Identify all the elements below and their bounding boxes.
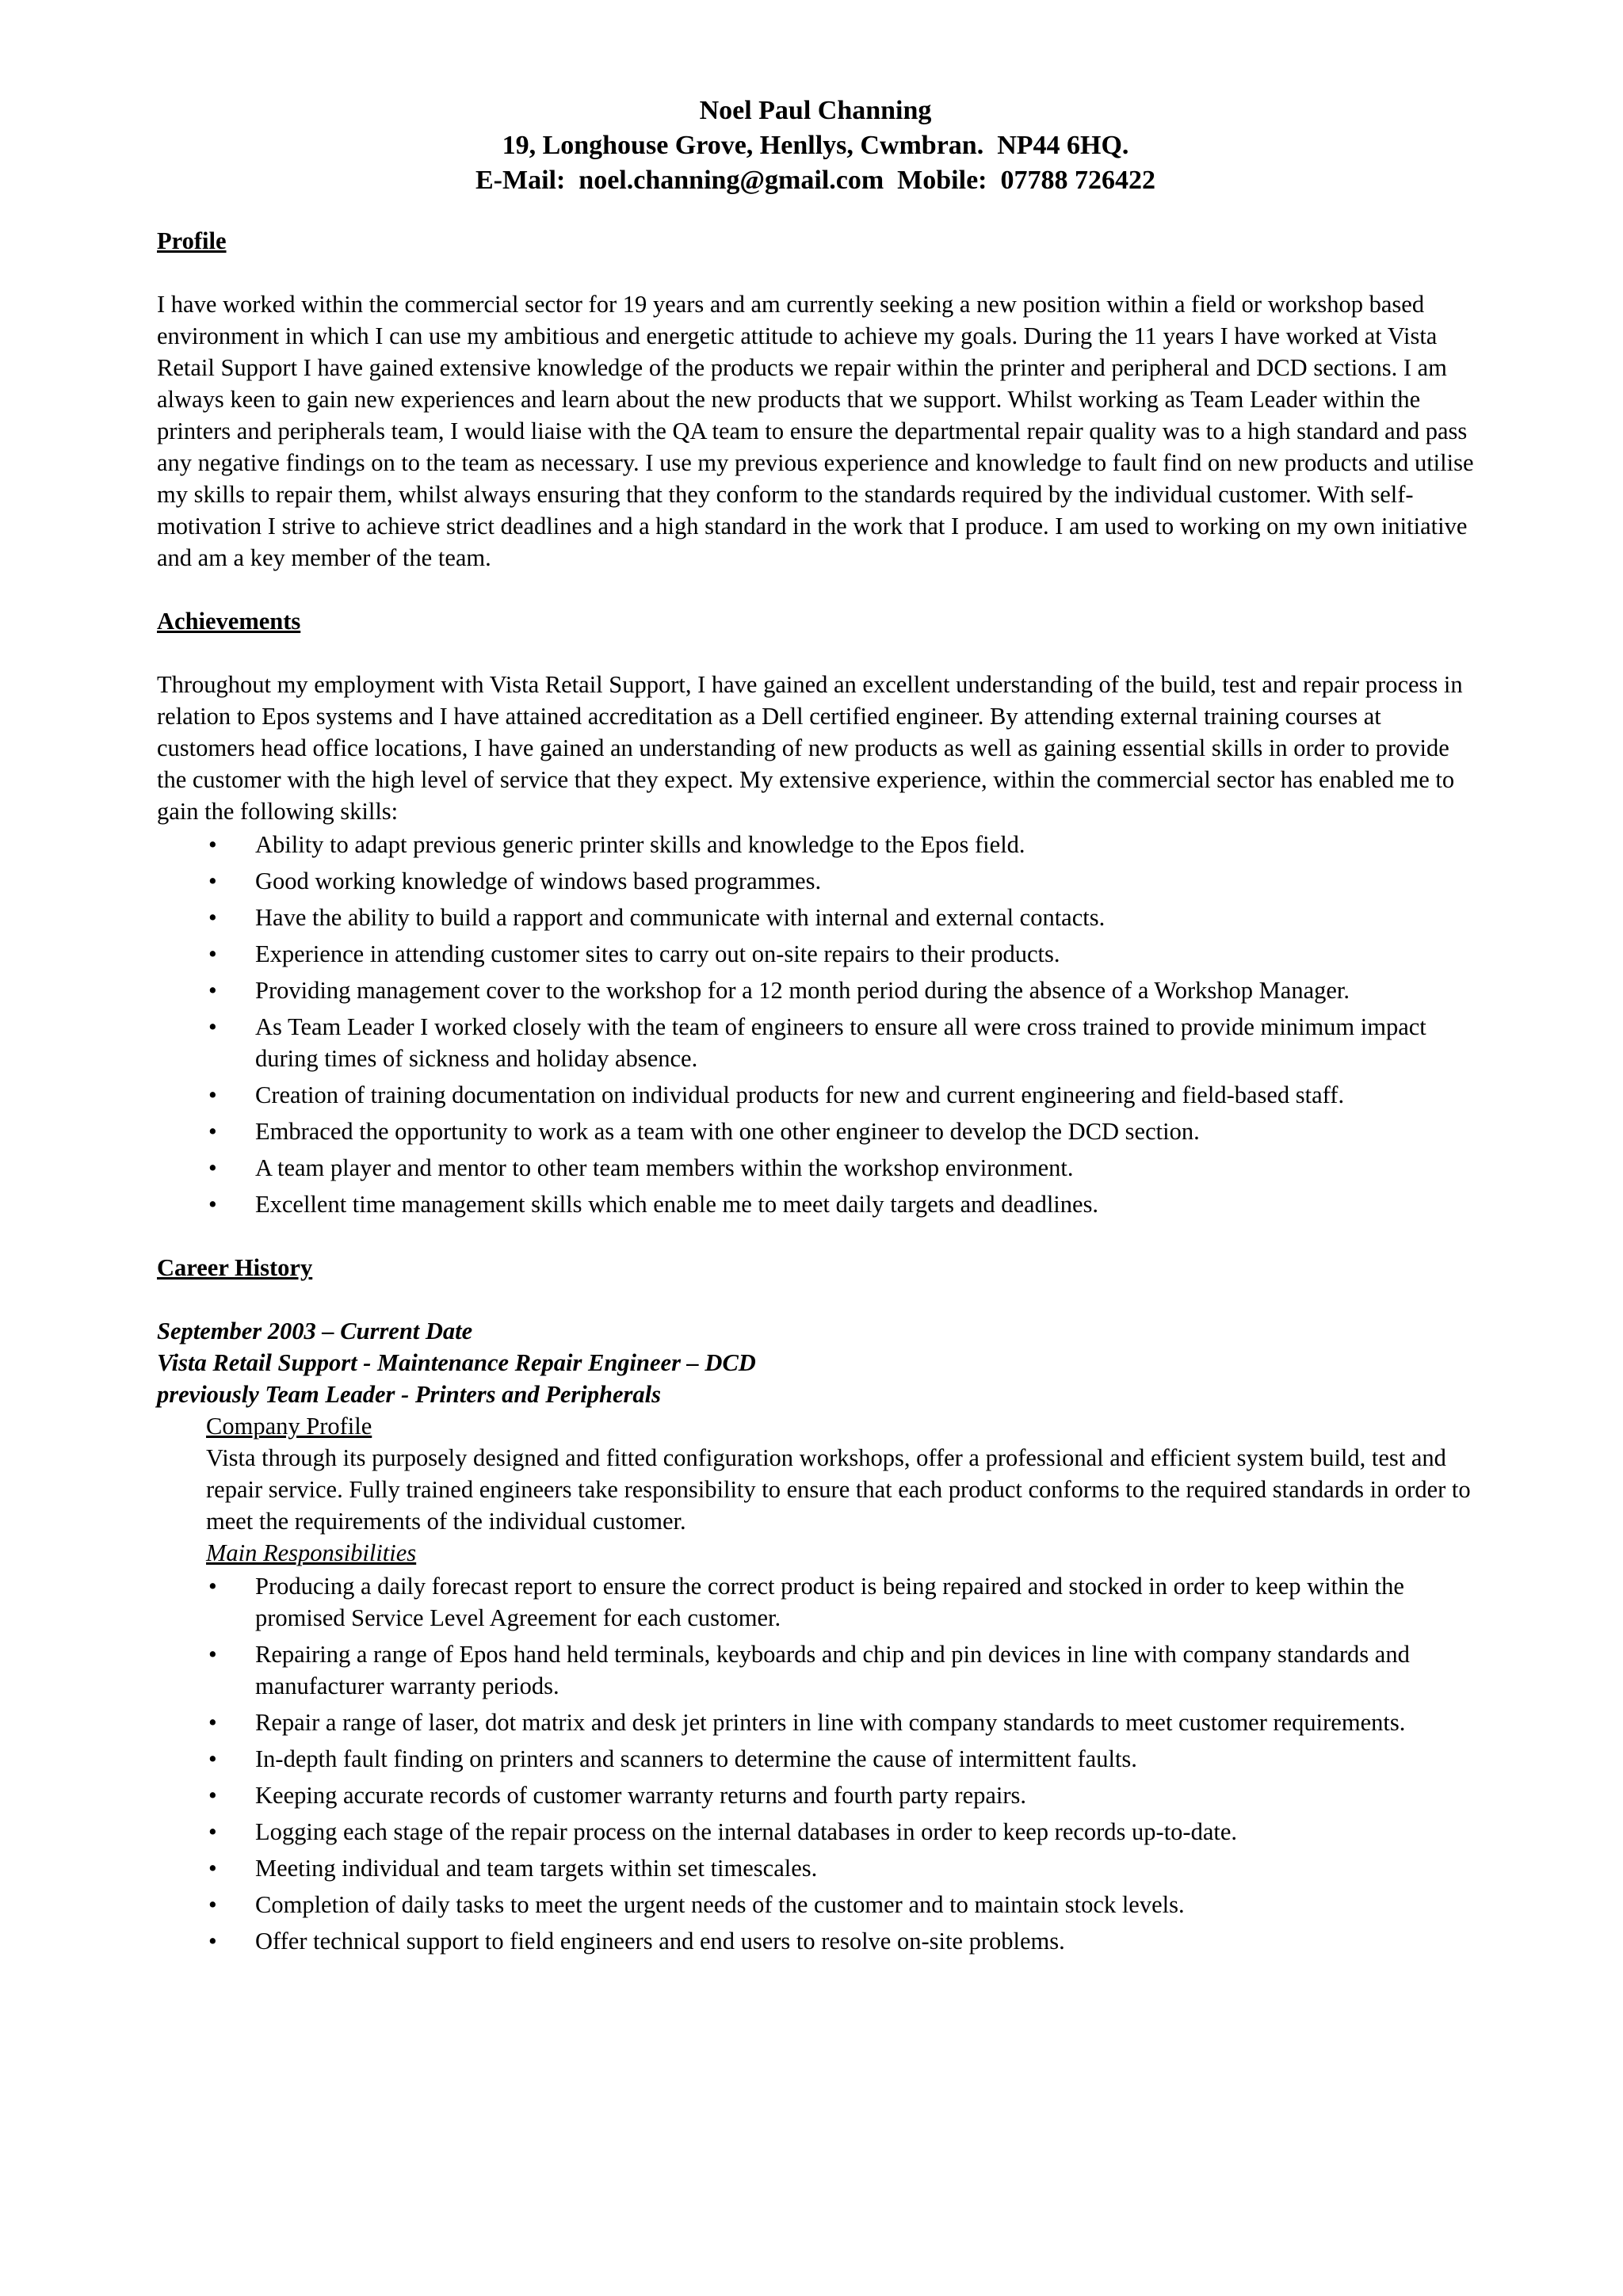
list-item-text: Offer technical support to field engineers and end users to resolve on-site problems. bbox=[255, 1928, 1065, 1955]
bullet-icon: • bbox=[208, 1573, 217, 1600]
list-item bbox=[157, 1852, 1474, 1884]
list-item bbox=[157, 1816, 1474, 1848]
list-item bbox=[157, 1152, 1474, 1184]
bullet-icon: • bbox=[208, 1154, 217, 1181]
list-item bbox=[157, 1188, 1474, 1220]
bullet-icon: • bbox=[208, 1191, 217, 1218]
list-item-text: In-depth fault finding on printers and scanners to determine the cause of intermittent faults. bbox=[255, 1745, 1137, 1772]
job-dates: September 2003 – Current Date bbox=[157, 1318, 473, 1344]
profile-heading: Profile bbox=[157, 227, 227, 254]
career-heading: Career History bbox=[157, 1254, 313, 1281]
bullet-icon: • bbox=[208, 904, 217, 931]
list-item bbox=[157, 1079, 1474, 1111]
list-item bbox=[157, 1925, 1474, 1957]
list-item-text: Creation of training documentation on individual products for new and current engineering and field-based staff. bbox=[255, 1081, 1345, 1108]
bullet-icon: • bbox=[208, 831, 217, 858]
bullet-icon: • bbox=[208, 1118, 217, 1145]
list-item bbox=[157, 938, 1474, 970]
bullet-icon: • bbox=[208, 1013, 217, 1040]
list-item-text: Experience in attending customer sites to carry out on-site repairs to their products. bbox=[255, 940, 1060, 967]
list-item-text: A team player and mentor to other team members within the workshop environment. bbox=[255, 1154, 1074, 1181]
list-item bbox=[157, 865, 1474, 897]
bullet-icon: • bbox=[208, 1081, 217, 1108]
list-item-text: Ability to adapt previous generic printer skills and knowledge to the Epos field. bbox=[255, 831, 1025, 858]
company-profile-label: Company Profile bbox=[206, 1413, 372, 1440]
list-item-text: Excellent time management skills which enable me to meet daily targets and deadlines. bbox=[255, 1191, 1099, 1218]
bullet-icon: • bbox=[208, 1818, 217, 1845]
bullet-icon: • bbox=[208, 977, 217, 1004]
list-item bbox=[157, 1707, 1474, 1738]
list-item-text: Completion of daily tasks to meet the urgent needs of the customer and to maintain stock levels. bbox=[255, 1891, 1185, 1918]
candidate-name: Noel Paul Channing bbox=[699, 96, 932, 125]
bullet-icon: • bbox=[208, 1891, 217, 1918]
cv-document bbox=[157, 93, 1474, 1962]
list-item bbox=[157, 1116, 1474, 1147]
bullet-icon: • bbox=[208, 1782, 217, 1809]
list-item-text: Have the ability to build a rapport and communicate with internal and external contacts. bbox=[255, 904, 1106, 931]
list-item-text: Providing management cover to the workshop for a 12 month period during the absence of a Workshop Manager. bbox=[255, 977, 1350, 1004]
bullet-icon: • bbox=[208, 940, 217, 967]
achievements-text: Throughout my employment with Vista Retail Support, I have gained an excellent understanding of the build, test and repair process in relation to Epos systems and I have attained accreditation as a Dell certified engineer. By attending external training courses at customers head office locations, I have gained an understanding of new products as well as gaining essential skills in order to provide the customer with the high level of service that they expect. My extensive experience, within the commercial sector has enabled me to gain the following skills: bbox=[157, 671, 1463, 825]
bullet-icon: • bbox=[208, 1641, 217, 1668]
bullet-icon: • bbox=[208, 1745, 217, 1772]
list-item-text: Keeping accurate records of customer warranty returns and fourth party repairs. bbox=[255, 1782, 1027, 1809]
list-item bbox=[157, 1779, 1474, 1811]
list-item bbox=[157, 1011, 1474, 1074]
list-item-text: Meeting individual and team targets within set timescales. bbox=[255, 1855, 818, 1882]
bullet-icon: • bbox=[208, 1928, 217, 1955]
candidate-address: 19, Longhouse Grove, Henllys, Cwmbran. NP44 6HQ. bbox=[502, 131, 1129, 160]
list-item bbox=[157, 1743, 1474, 1775]
list-item bbox=[157, 974, 1474, 1006]
list-item bbox=[157, 1889, 1474, 1920]
bullet-icon: • bbox=[208, 868, 217, 894]
list-item bbox=[157, 1570, 1474, 1634]
list-item-text: As Team Leader I worked closely with the team of engineers to ensure all were cross trained to provide minimum impact during times of sickness and holiday absence. bbox=[255, 1013, 1426, 1072]
list-item-text: Good working knowledge of windows based programmes. bbox=[255, 868, 822, 894]
list-item bbox=[157, 829, 1474, 860]
job-previous-role: previously Team Leader - Printers and Peripherals bbox=[157, 1381, 661, 1408]
list-item bbox=[157, 902, 1474, 933]
list-item-text: Repair a range of laser, dot matrix and desk jet printers in line with company standards to meet customer requirements. bbox=[255, 1709, 1406, 1736]
cv-header bbox=[157, 93, 1474, 198]
company-profile-text: Vista through its purposely designed and fitted configuration workshops, offer a professional and efficient system build, test and repair service. Fully trained engineers take responsibility to ensure that each product conforms to the required standards in order to meet the requirements of the individual customer. bbox=[206, 1444, 1471, 1535]
list-item bbox=[157, 1638, 1474, 1702]
list-item-text: Producing a daily forecast report to ensure the correct product is being repaired and stocked in order to keep within the promised Service Level Agreement for each customer. bbox=[255, 1573, 1404, 1631]
list-item-text: Repairing a range of Epos hand held terminals, keyboards and chip and pin devices in line with company standards and manufacturer warranty periods. bbox=[255, 1641, 1410, 1699]
responsibilities-list bbox=[157, 1570, 1474, 1957]
list-item-text: Logging each stage of the repair process on the internal databases in order to keep records up-to-date. bbox=[255, 1818, 1238, 1845]
job-role: Vista Retail Support - Maintenance Repair Engineer – DCD bbox=[157, 1349, 756, 1376]
achievements-list bbox=[157, 829, 1474, 1220]
bullet-icon: • bbox=[208, 1709, 217, 1736]
profile-text: I have worked within the commercial sector for 19 years and am currently seeking a new position within a field or workshop based environment in which I can use my ambitious and energetic attitude to achieve my goals. During the 11 years I have worked at Vista Retail Support I have gained extensive knowledge of the products we repair within the printer and peripheral and DCD sections. I am always keen to gain new experiences and learn about the new products that we support. Whilst working as Team Leader within the printers and peripherals team, I would liaise with the QA team to ensure the departmental repair quality was to a high standard and pass any negative findings on to the team as necessary. I use my previous experience and knowledge to fault find on new products and utilise my skills to repair them, whilst always ensuring that they conform to the standards required by the individual customer. With self-motivation I strive to achieve strict deadlines and a high standard in the work that I produce. I am used to working on my own initiative and am a key member of the team. bbox=[157, 291, 1474, 571]
bullet-icon: • bbox=[208, 1855, 217, 1882]
list-item-text: Embraced the opportunity to work as a team with one other engineer to develop the DCD section. bbox=[255, 1118, 1200, 1145]
responsibilities-label: Main Responsibilities bbox=[206, 1539, 417, 1566]
achievements-heading: Achievements bbox=[157, 608, 301, 635]
candidate-contact: E-Mail: noel.channing@gmail.com Mobile: 07788 726422 bbox=[475, 166, 1155, 195]
